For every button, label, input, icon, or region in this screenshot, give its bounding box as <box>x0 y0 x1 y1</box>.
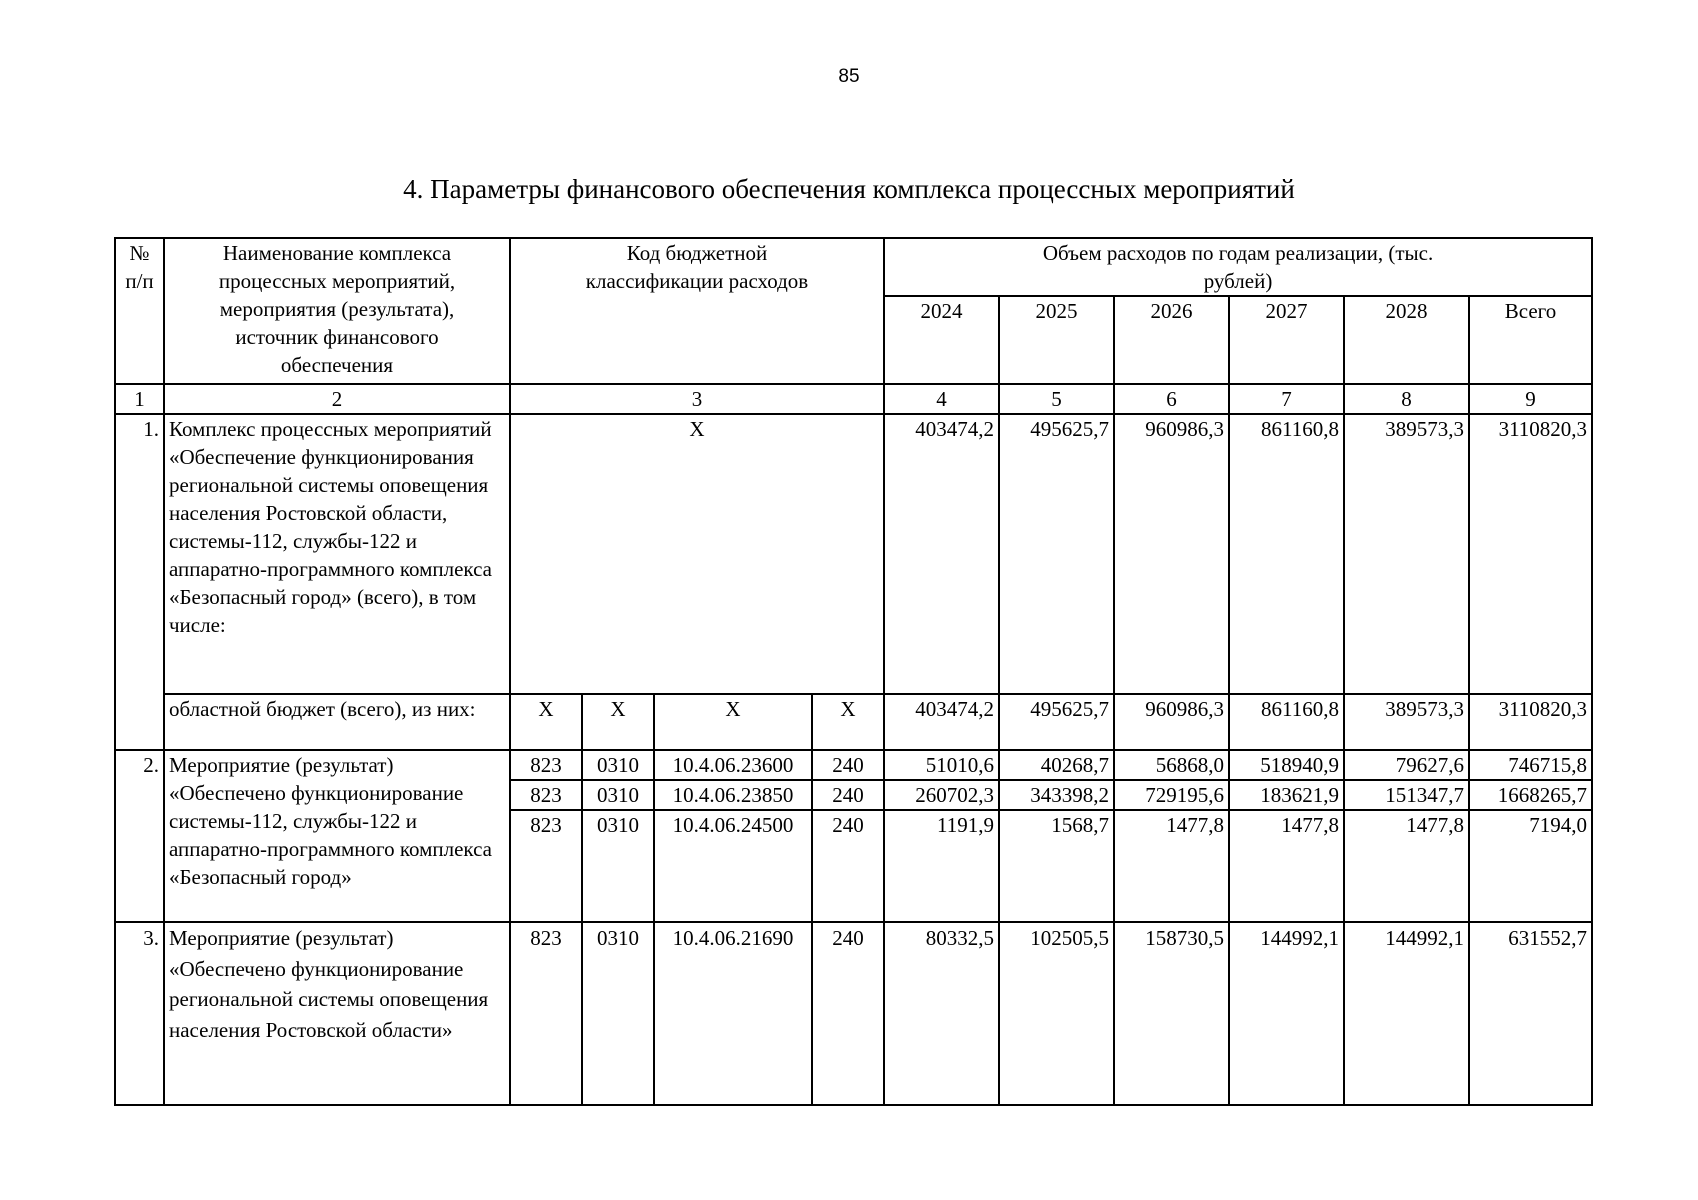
row-2-value: 1477,8 <box>1229 810 1344 922</box>
header-volume: Объем расходов по годам реализации, (тыс. рублей) <box>884 238 1592 296</box>
row-3-name: Мероприятие (результат) «Обеспечено функционирование региональной системы оповещения населения Ростовской области» <box>164 922 510 1105</box>
row-2-value: 1477,8 <box>1344 810 1469 922</box>
row-3-value: 144992,1 <box>1229 922 1344 1105</box>
row-1a-num <box>115 694 164 750</box>
row-2-code: 823 <box>510 750 582 780</box>
row-2-value: 1568,7 <box>999 810 1114 922</box>
row-2-code: 823 <box>510 810 582 922</box>
header-total: Всего <box>1469 296 1592 384</box>
row-2-value: 183621,9 <box>1229 780 1344 810</box>
col-number: 9 <box>1469 384 1592 414</box>
header-year-2024: 2024 <box>884 296 999 384</box>
row-1a-value: 3110820,3 <box>1469 694 1592 750</box>
row-2-value: 79627,6 <box>1344 750 1469 780</box>
col-number: 3 <box>510 384 884 414</box>
row-3-code: 10.4.06.21690 <box>654 922 812 1105</box>
row-1a-name: областной бюджет (всего), из них: <box>164 694 510 750</box>
row-1a-code: Х <box>654 694 812 750</box>
row-2-value: 260702,3 <box>884 780 999 810</box>
row-3-num: 3. <box>115 922 164 1105</box>
row-2-code: 240 <box>812 780 884 810</box>
col-number: 4 <box>884 384 999 414</box>
row-1a-code: Х <box>510 694 582 750</box>
row-1-name: Комплекс процессных мероприятий «Обеспечение функционирования региональной системы оповещения населения Ростовской области, системы-112, службы-122 и аппаратно-программного комплекса «Безопасный город» (всего), в том числе: <box>164 414 510 694</box>
row-2-code: 0310 <box>582 780 654 810</box>
row-2-num: 2. <box>115 750 164 922</box>
row-3-value: 80332,5 <box>884 922 999 1105</box>
row-1-value: 3110820,3 <box>1469 414 1592 694</box>
row-1-value: 960986,3 <box>1114 414 1229 694</box>
row-3-value: 102505,5 <box>999 922 1114 1105</box>
financing-table <box>114 237 1593 1106</box>
row-2-value: 518940,9 <box>1229 750 1344 780</box>
row-2-value: 1191,9 <box>884 810 999 922</box>
row-2-value: 40268,7 <box>999 750 1114 780</box>
row-1a-value: 960986,3 <box>1114 694 1229 750</box>
header-num: № п/п <box>115 238 164 384</box>
row-2-value: 1477,8 <box>1114 810 1229 922</box>
page-number: 85 <box>838 66 860 87</box>
row-1a-code: Х <box>582 694 654 750</box>
header-year-2025: 2025 <box>999 296 1114 384</box>
row-2-code: 10.4.06.23600 <box>654 750 812 780</box>
row-1a-value: 403474,2 <box>884 694 999 750</box>
row-3-code: 823 <box>510 922 582 1105</box>
row-2-value: 1668265,7 <box>1469 780 1592 810</box>
header-year-2027: 2027 <box>1229 296 1344 384</box>
row-2-code: 823 <box>510 780 582 810</box>
row-1a-value: 389573,3 <box>1344 694 1469 750</box>
row-2-code: 240 <box>812 810 884 922</box>
row-1a-value: 495625,7 <box>999 694 1114 750</box>
row-3-code: 240 <box>812 922 884 1105</box>
row-3-value: 158730,5 <box>1114 922 1229 1105</box>
row-2-code: 10.4.06.23850 <box>654 780 812 810</box>
row-1a-value: 861160,8 <box>1229 694 1344 750</box>
row-1-value: 861160,8 <box>1229 414 1344 694</box>
row-1-num: 1. <box>115 414 164 694</box>
row-2-value: 746715,8 <box>1469 750 1592 780</box>
row-2-value: 56868,0 <box>1114 750 1229 780</box>
col-number: 2 <box>164 384 510 414</box>
col-number: 8 <box>1344 384 1469 414</box>
header-year-2028: 2028 <box>1344 296 1469 384</box>
header-name: Наименование комплекса процессных мероприятий, мероприятия (результата), источник финансового обеспечения <box>164 238 510 384</box>
header-code: Код бюджетной классификации расходов <box>510 238 884 384</box>
col-number: 5 <box>999 384 1114 414</box>
row-2-name: Мероприятие (результат) «Обеспечено функционирование системы-112, службы-122 и аппаратно-программного комплекса «Безопасный город» <box>164 750 510 922</box>
row-1-value: 389573,3 <box>1344 414 1469 694</box>
row-3-value: 631552,7 <box>1469 922 1592 1105</box>
row-1-code: Х <box>510 414 884 694</box>
row-3-code: 0310 <box>582 922 654 1105</box>
col-number: 7 <box>1229 384 1344 414</box>
row-2-value: 151347,7 <box>1344 780 1469 810</box>
row-2-code: 0310 <box>582 750 654 780</box>
page-title: 4. Параметры финансового обеспечения комплекса процессных мероприятий <box>403 174 1295 204</box>
row-2-code: 10.4.06.24500 <box>654 810 812 922</box>
col-number: 6 <box>1114 384 1229 414</box>
row-1-value: 403474,2 <box>884 414 999 694</box>
row-2-value: 343398,2 <box>999 780 1114 810</box>
header-year-2026: 2026 <box>1114 296 1229 384</box>
row-2-code: 240 <box>812 750 884 780</box>
row-2-value: 51010,6 <box>884 750 999 780</box>
col-number: 1 <box>115 384 164 414</box>
row-3-value: 144992,1 <box>1344 922 1469 1105</box>
row-2-value: 729195,6 <box>1114 780 1229 810</box>
row-1a-code: Х <box>812 694 884 750</box>
row-2-code: 0310 <box>582 810 654 922</box>
row-1-value: 495625,7 <box>999 414 1114 694</box>
row-2-value: 7194,0 <box>1469 810 1592 922</box>
